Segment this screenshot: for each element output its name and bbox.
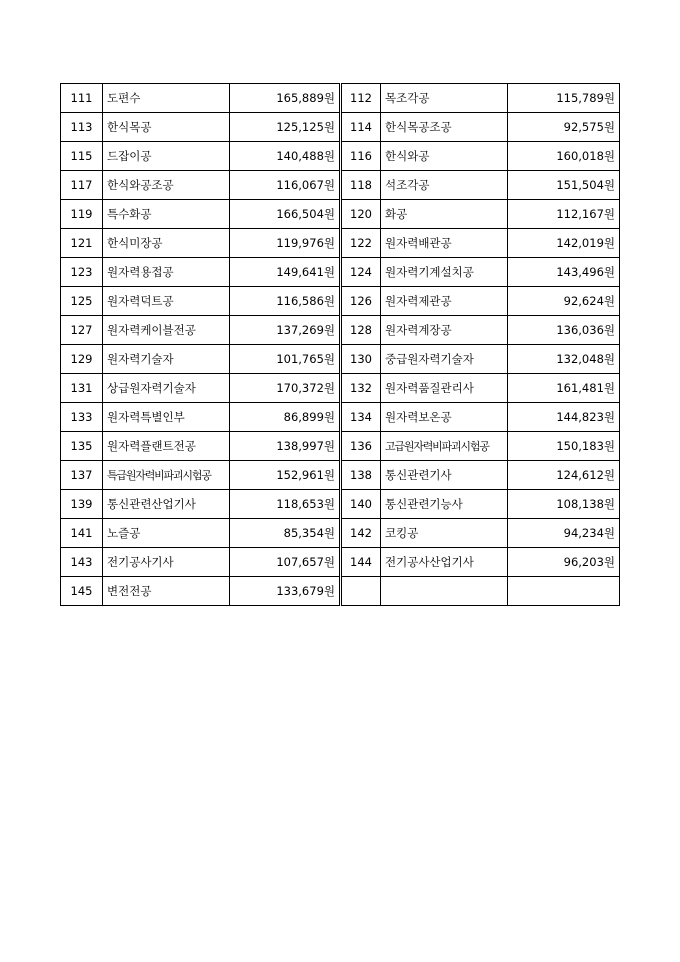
left-job-name: 원자력특별인부 (103, 403, 230, 432)
left-daily-wage: 119,976원 (230, 229, 341, 258)
left-job-name: 통신관련산업기사 (103, 490, 230, 519)
table-row (61, 374, 620, 403)
left-daily-wage: 85,354원 (230, 519, 341, 548)
right-job-number: 118 (341, 171, 381, 200)
left-job-name: 원자력플랜트전공 (103, 432, 230, 461)
left-job-name: 상급원자력기술자 (103, 374, 230, 403)
right-daily-wage: 150,183원 (508, 432, 620, 461)
left-job-name: 한식목공 (103, 113, 230, 142)
right-job-number: 136 (341, 432, 381, 461)
right-daily-wage: 124,612원 (508, 461, 620, 490)
right-daily-wage: 151,504원 (508, 171, 620, 200)
left-job-name: 원자력기술자 (103, 345, 230, 374)
left-job-name: 전기공사기사 (103, 548, 230, 577)
right-job-number: 120 (341, 200, 381, 229)
left-job-number: 129 (61, 345, 103, 374)
table-row (61, 316, 620, 345)
left-job-name: 원자력용접공 (103, 258, 230, 287)
left-job-number: 127 (61, 316, 103, 345)
right-job-number: 144 (341, 548, 381, 577)
left-job-number: 141 (61, 519, 103, 548)
right-job-name: 원자력배관공 (381, 229, 508, 258)
left-job-name: 원자력덕트공 (103, 287, 230, 316)
right-daily-wage: 160,018원 (508, 142, 620, 171)
right-job-name: 석조각공 (381, 171, 508, 200)
right-job-name: 원자력보온공 (381, 403, 508, 432)
table-row (61, 84, 620, 113)
table-row (61, 229, 620, 258)
left-job-name: 특급원자력비파괴시험공 (103, 461, 230, 490)
table-row (61, 403, 620, 432)
left-daily-wage: 140,488원 (230, 142, 341, 171)
left-job-number: 143 (61, 548, 103, 577)
left-job-number: 133 (61, 403, 103, 432)
right-daily-wage: 96,203원 (508, 548, 620, 577)
table-row (61, 577, 620, 606)
right-job-name: 화공 (381, 200, 508, 229)
left-job-number: 111 (61, 84, 103, 113)
right-job-name: 통신관련기능사 (381, 490, 508, 519)
left-job-name: 한식와공조공 (103, 171, 230, 200)
left-daily-wage: 116,586원 (230, 287, 341, 316)
left-daily-wage: 152,961원 (230, 461, 341, 490)
left-daily-wage: 101,765원 (230, 345, 341, 374)
table-row (61, 461, 620, 490)
left-job-name: 드잡이공 (103, 142, 230, 171)
left-daily-wage: 138,997원 (230, 432, 341, 461)
right-job-number: 130 (341, 345, 381, 374)
table-row (61, 113, 620, 142)
left-job-number: 119 (61, 200, 103, 229)
table-row (61, 258, 620, 287)
left-daily-wage: 149,641원 (230, 258, 341, 287)
left-job-number: 137 (61, 461, 103, 490)
right-job-number: 132 (341, 374, 381, 403)
right-job-number: 138 (341, 461, 381, 490)
wage-table (60, 83, 620, 606)
left-job-number: 115 (61, 142, 103, 171)
right-daily-wage: 132,048원 (508, 345, 620, 374)
right-job-name: 목조각공 (381, 84, 508, 113)
right-daily-wage: 108,138원 (508, 490, 620, 519)
left-daily-wage: 125,125원 (230, 113, 341, 142)
right-job-number: 134 (341, 403, 381, 432)
right-daily-wage: 94,234원 (508, 519, 620, 548)
left-job-number: 131 (61, 374, 103, 403)
table-row (61, 200, 620, 229)
right-job-number: 142 (341, 519, 381, 548)
right-job-name: 전기공사산업기사 (381, 548, 508, 577)
left-job-name: 특수화공 (103, 200, 230, 229)
left-job-name: 노즐공 (103, 519, 230, 548)
wage-table-body (61, 84, 620, 606)
right-daily-wage: 112,167원 (508, 200, 620, 229)
left-daily-wage: 107,657원 (230, 548, 341, 577)
right-daily-wage: 115,789원 (508, 84, 620, 113)
right-job-name: 원자력계장공 (381, 316, 508, 345)
left-daily-wage: 86,899원 (230, 403, 341, 432)
table-row (61, 548, 620, 577)
left-job-name: 변전전공 (103, 577, 230, 606)
right-job-name: 원자력품질관리사 (381, 374, 508, 403)
left-job-number: 113 (61, 113, 103, 142)
right-job-name: 원자력제관공 (381, 287, 508, 316)
right-job-number: 114 (341, 113, 381, 142)
right-job-number: 140 (341, 490, 381, 519)
left-job-name: 도편수 (103, 84, 230, 113)
right-job-name: 코킹공 (381, 519, 508, 548)
left-job-number: 117 (61, 171, 103, 200)
right-daily-wage: 92,575원 (508, 113, 620, 142)
right-job-number: 124 (341, 258, 381, 287)
table-row (61, 171, 620, 200)
right-job-name: 한식목공조공 (381, 113, 508, 142)
right-daily-wage: 136,036원 (508, 316, 620, 345)
right-job-name: 한식와공 (381, 142, 508, 171)
right-job-number (341, 577, 381, 606)
right-job-number: 122 (341, 229, 381, 258)
left-daily-wage: 165,889원 (230, 84, 341, 113)
table-row (61, 287, 620, 316)
left-daily-wage: 116,067원 (230, 171, 341, 200)
left-daily-wage: 166,504원 (230, 200, 341, 229)
right-job-number: 128 (341, 316, 381, 345)
table-row (61, 519, 620, 548)
right-daily-wage: 161,481원 (508, 374, 620, 403)
right-job-name (381, 577, 508, 606)
table-row (61, 432, 620, 461)
left-daily-wage: 170,372원 (230, 374, 341, 403)
left-job-name: 원자력케이블전공 (103, 316, 230, 345)
right-job-name: 중급원자력기술자 (381, 345, 508, 374)
right-daily-wage: 142,019원 (508, 229, 620, 258)
left-job-number: 121 (61, 229, 103, 258)
left-daily-wage: 133,679원 (230, 577, 341, 606)
right-job-number: 116 (341, 142, 381, 171)
right-daily-wage: 143,496원 (508, 258, 620, 287)
right-job-name: 원자력기계설치공 (381, 258, 508, 287)
right-job-number: 112 (341, 84, 381, 113)
right-job-name: 통신관련기사 (381, 461, 508, 490)
left-job-name: 한식미장공 (103, 229, 230, 258)
left-job-number: 125 (61, 287, 103, 316)
table-row (61, 142, 620, 171)
left-daily-wage: 137,269원 (230, 316, 341, 345)
left-job-number: 123 (61, 258, 103, 287)
right-daily-wage: 92,624원 (508, 287, 620, 316)
right-job-name: 고급원자력비파괴시험공 (381, 432, 508, 461)
left-job-number: 135 (61, 432, 103, 461)
table-row (61, 345, 620, 374)
left-job-number: 145 (61, 577, 103, 606)
right-daily-wage: 144,823원 (508, 403, 620, 432)
table-row (61, 490, 620, 519)
right-job-number: 126 (341, 287, 381, 316)
right-daily-wage (508, 577, 620, 606)
left-daily-wage: 118,653원 (230, 490, 341, 519)
left-job-number: 139 (61, 490, 103, 519)
